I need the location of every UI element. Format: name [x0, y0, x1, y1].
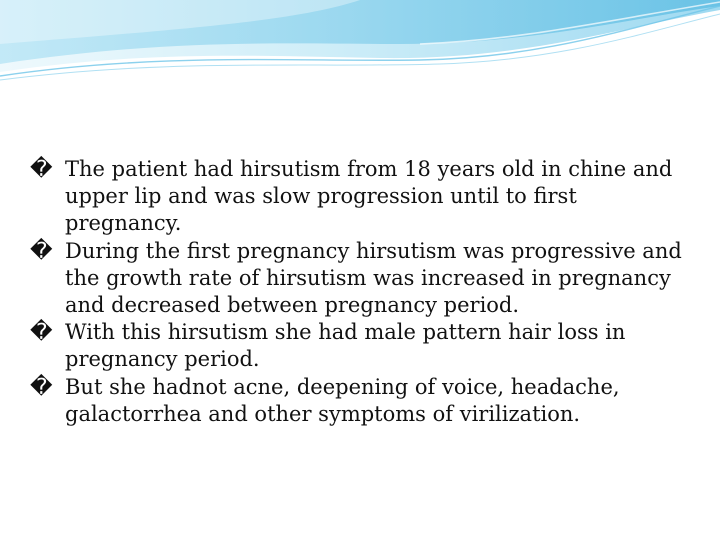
- bullet-list: [30, 156, 690, 428]
- bullet-item: [30, 156, 690, 238]
- wave-header-decoration: [0, 0, 720, 90]
- bullet-glyph: �: [30, 157, 53, 182]
- bullet-text: With this hirsutism she had male pattern hair loss in pregnancy period.: [65, 320, 626, 372]
- bullet-text: During the first pregnancy hirsutism was progressive and the growth rate of hirsutism was increased in pregnancy and decreased between pregnancy period.: [65, 238, 682, 318]
- bullet-text: The patient had hirsutism from 18 years old in chine and upper lip and was slow progression until to first pregnancy.: [65, 157, 673, 236]
- bullet-item: [30, 374, 690, 428]
- bullet-glyph: �: [30, 320, 53, 346]
- bullet-text: But she hadnot acne, deepening of voice, headache, galactorrhea and other symptoms of virilization.: [65, 374, 620, 426]
- bullet-glyph: �: [30, 374, 53, 400]
- bullet-glyph: �: [30, 238, 53, 264]
- bullet-item: [30, 319, 690, 373]
- bullet-item: [30, 238, 690, 320]
